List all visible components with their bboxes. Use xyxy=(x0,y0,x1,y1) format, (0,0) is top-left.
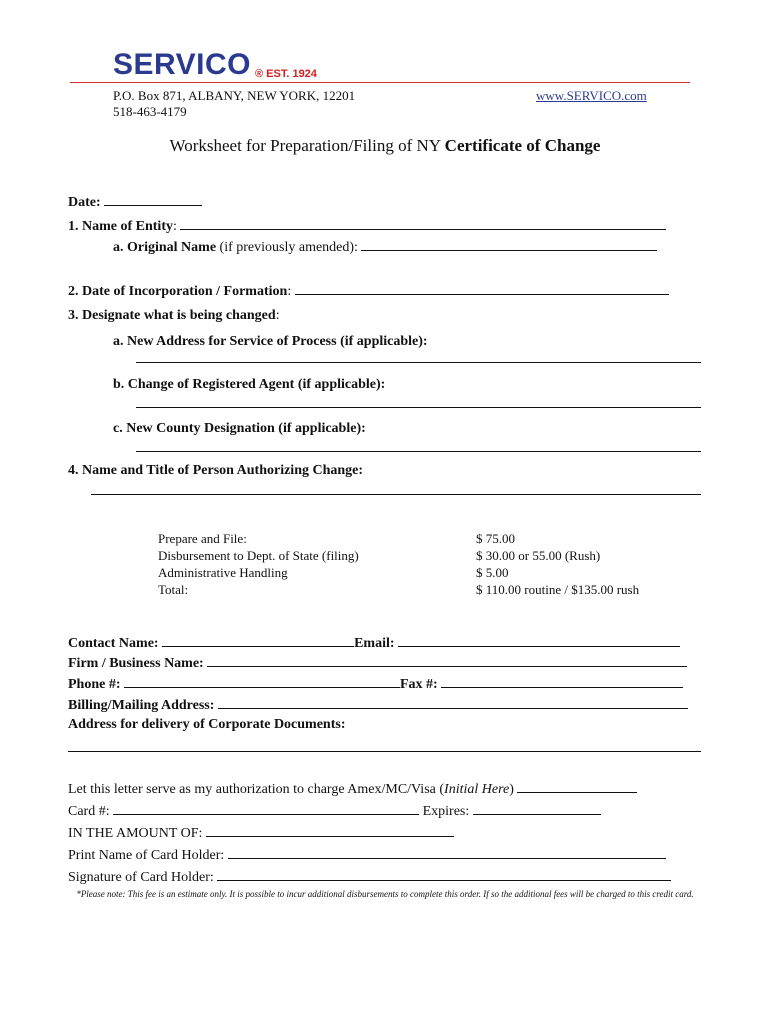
fee-amounts xyxy=(476,530,639,598)
print-name-row xyxy=(68,845,666,867)
expires-label: Expires: xyxy=(422,804,470,819)
website-link[interactable]: www.SERVICO.com xyxy=(536,88,647,103)
contact-email-row: Contact Name: Email: xyxy=(68,633,680,653)
email-label: Email: xyxy=(354,636,395,651)
print-name-label: Print Name of Card Holder: xyxy=(68,848,225,863)
fee-label: Administrative Handling xyxy=(158,565,288,580)
expires-line[interactable] xyxy=(473,801,601,815)
billing-line[interactable] xyxy=(218,695,688,709)
authorizing-person-line[interactable] xyxy=(91,494,701,495)
initial-line[interactable] xyxy=(517,779,637,793)
established-mark: ® EST. 1924 xyxy=(255,68,317,80)
registered-agent-line[interactable] xyxy=(136,407,701,408)
authorization-row xyxy=(68,779,637,801)
fee-labels xyxy=(158,530,359,598)
date-field xyxy=(68,192,202,212)
delivery-address-line[interactable] xyxy=(68,751,701,752)
new-address-line[interactable] xyxy=(136,362,701,363)
fee-amount: $ 110.00 routine / $135.00 rush xyxy=(476,582,640,597)
original-name-note: (if previously amended): xyxy=(219,240,358,255)
fax-label: Fax #: xyxy=(400,677,438,692)
brand-logo: SERVICO xyxy=(113,48,251,81)
authorization-suffix: ) xyxy=(509,782,514,797)
fee-label: Prepare and File: xyxy=(158,531,247,546)
contact-name-line[interactable] xyxy=(162,633,354,647)
company-address xyxy=(113,88,355,120)
change-designation-heading: 3. Designate what is being changed: xyxy=(68,308,280,323)
original-name-field xyxy=(113,237,657,257)
phone-fax-row xyxy=(68,674,683,694)
card-row xyxy=(68,801,601,823)
incorporation-date-label: 2. Date of Incorporation / Formation xyxy=(68,284,288,299)
firm-line[interactable] xyxy=(207,653,687,667)
entity-name-field: 1. Name of Entity: xyxy=(68,216,666,236)
delivery-address-label: Address for delivery of Corporate Documents: xyxy=(68,717,346,732)
card-number-line[interactable] xyxy=(113,801,419,815)
incorporation-date-line[interactable] xyxy=(295,281,669,295)
footnote: *Please note: This fee is an estimate only. It is possible to incur additional disbursements to complete this order. If so the additional fees will be charged to this credit card. xyxy=(76,889,694,899)
fee-amount: $ 30.00 or 55.00 (Rush) xyxy=(476,548,601,563)
change-designation-label: 3. Designate what is being changed xyxy=(68,308,276,323)
incorporation-date-field: 2. Date of Incorporation / Formation: xyxy=(68,281,669,301)
signature-row xyxy=(68,867,671,889)
header-rule xyxy=(70,82,690,83)
contact-name-label: Contact Name xyxy=(68,636,154,651)
entity-name-line[interactable] xyxy=(180,216,666,230)
fax-line[interactable] xyxy=(441,674,683,688)
initial-here-label: Initial Here xyxy=(444,782,510,797)
date-line[interactable] xyxy=(104,192,202,206)
fee-label: Total: xyxy=(158,582,189,597)
fee-amount: $ 5.00 xyxy=(476,565,509,580)
email-line[interactable] xyxy=(398,633,680,647)
billing-row xyxy=(68,695,688,715)
billing-label: Billing/Mailing Address: xyxy=(68,698,215,713)
registered-agent-label: b. Change of Registered Agent (if applicable): xyxy=(113,377,386,392)
original-name-label: a. Original Name xyxy=(113,240,217,255)
date-label: Date: xyxy=(68,195,101,210)
signature-label: Signature of Card Holder: xyxy=(68,870,214,885)
address-line-2: 518-463-4179 xyxy=(113,104,187,119)
new-address-label: a. New Address for Service of Process (if applicable): xyxy=(113,334,428,349)
authorization-prefix: Let this letter serve as my authorization to charge Amex/MC/Visa ( xyxy=(68,782,445,797)
amount-line[interactable] xyxy=(206,823,454,837)
page-title xyxy=(0,136,770,156)
county-designation-line[interactable] xyxy=(136,451,701,452)
print-name-line[interactable] xyxy=(228,845,666,859)
entity-name-label: 1. Name of Entity xyxy=(68,219,173,234)
original-name-line[interactable] xyxy=(361,237,657,251)
phone-label: Phone #: xyxy=(68,677,121,692)
firm-row xyxy=(68,653,687,673)
signature-line[interactable] xyxy=(217,867,671,881)
amount-label: IN THE AMOUNT OF: xyxy=(68,826,203,841)
title-bold: Certificate of Change xyxy=(444,136,601,155)
amount-row xyxy=(68,823,454,845)
county-designation-label: c. New County Designation (if applicable): xyxy=(113,421,366,436)
card-label: Card #: xyxy=(68,804,110,819)
fee-amount: $ 75.00 xyxy=(476,531,515,546)
title-prefix: Worksheet for Preparation/Filing of NY xyxy=(169,136,445,155)
phone-line[interactable] xyxy=(124,674,400,688)
fee-label: Disbursement to Dept. of State (filing) xyxy=(158,548,359,563)
firm-label: Firm / Business Name: xyxy=(68,656,204,671)
authorizing-person-label: 4. Name and Title of Person Authorizing Change: xyxy=(68,463,364,478)
address-line-1: P.O. Box 871, ALBANY, NEW YORK, 12201 xyxy=(113,88,356,103)
